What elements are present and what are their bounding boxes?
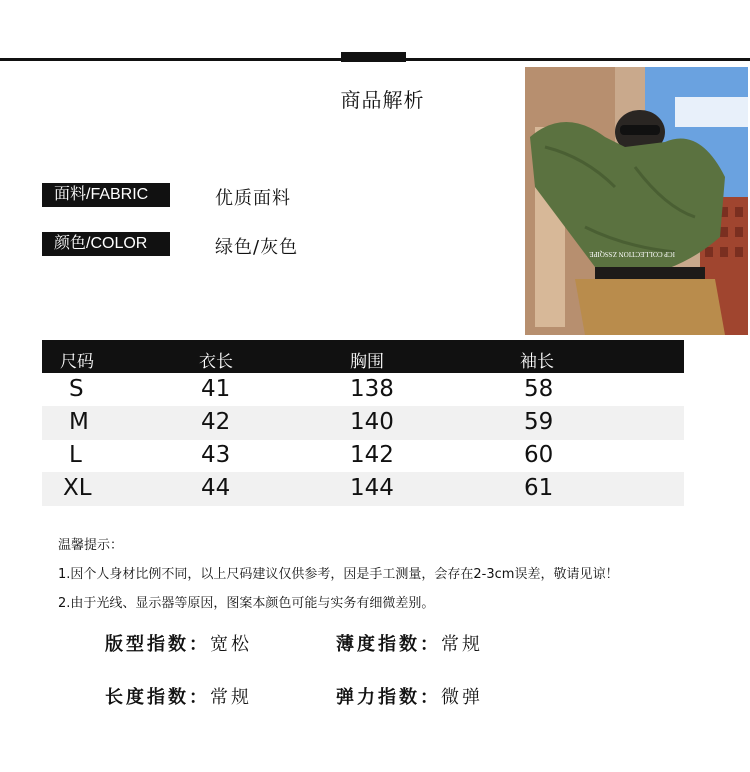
index-thickness-label: 薄度指数： (336, 634, 441, 655)
index-length-value: 常规 (210, 687, 252, 708)
cell-chest: 138 (350, 376, 394, 402)
index-elasticity-label: 弹力指数： (336, 687, 441, 708)
product-photo-illustration (525, 67, 748, 335)
table-row (42, 373, 684, 407)
fabric-value: 优质面料 (215, 188, 291, 209)
notes-heading: 温馨提示： (58, 538, 124, 553)
index-length-label: 长度指数： (105, 687, 210, 708)
header-sleeve: 袖长 (520, 352, 554, 372)
top-divider-block (341, 52, 406, 62)
cell-size: L (69, 442, 82, 468)
size-table-header (42, 340, 684, 373)
table-row (42, 406, 684, 440)
section-title: 商品解析 (340, 88, 425, 112)
header-size: 尺码 (60, 352, 94, 372)
cell-sleeve: 61 (524, 475, 554, 501)
cell-sleeve: 60 (524, 442, 554, 468)
cell-chest: 140 (350, 409, 394, 435)
cell-chest: 144 (350, 475, 394, 501)
index-thickness (336, 630, 483, 656)
index-fit (105, 630, 252, 656)
header-chest: 胸围 (350, 352, 384, 372)
cell-length: 44 (201, 475, 231, 501)
cell-size: S (69, 376, 84, 402)
table-row (42, 439, 684, 473)
index-fit-label: 版型指数： (105, 634, 210, 655)
index-elasticity (336, 683, 483, 709)
color-value: 绿色/灰色 (215, 237, 299, 258)
cell-chest: 142 (350, 442, 394, 468)
cell-sleeve: 58 (524, 376, 554, 402)
fabric-tag: 面料/FABRIC (42, 183, 170, 207)
index-elasticity-value: 微弹 (441, 687, 483, 708)
index-length (105, 683, 252, 709)
color-tag: 颜色/COLOR (42, 232, 170, 256)
notes-line-1: 1.因个人身材比例不同，以上尺码建议仅供参考，因是手工测量，会存在2-3cm误差，敬请见谅！ (58, 567, 619, 582)
cell-sleeve: 59 (524, 409, 554, 435)
cell-size: XL (63, 475, 92, 501)
cell-length: 42 (201, 409, 231, 435)
product-photo (525, 67, 748, 335)
photo-overlay-text: ICP COLLECTION ZSSQIPE (589, 250, 675, 258)
table-row (42, 472, 684, 506)
cell-size: M (69, 409, 89, 435)
notes-line-2: 2.由于光线、显示器等原因，图案本颜色可能与实务有细微差别。 (58, 596, 435, 611)
cell-length: 43 (201, 442, 231, 468)
cell-length: 41 (201, 376, 231, 402)
index-fit-value: 宽松 (210, 634, 252, 655)
header-length: 衣长 (199, 352, 233, 372)
index-thickness-value: 常规 (441, 634, 483, 655)
